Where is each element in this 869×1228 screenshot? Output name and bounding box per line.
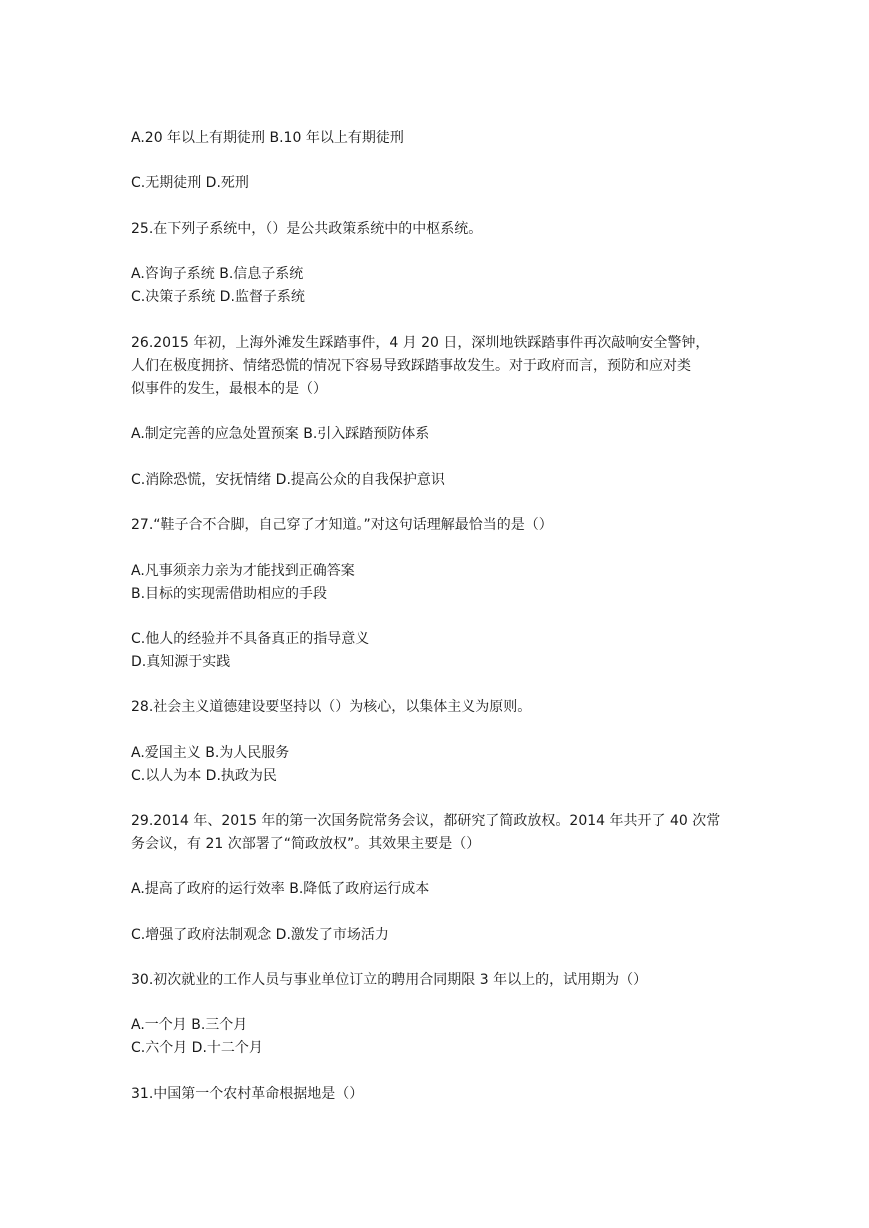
q25-stem: 25.在下列子系统中，（）是公共政策系统中的中枢系统。 xyxy=(131,221,483,237)
q29-stem-line2: 务会议，有 21 次部署了“简政放权”。其效果主要是（） xyxy=(131,836,481,852)
q30-options-line2: C.六个月 D.十二个月 xyxy=(131,1040,263,1056)
q24-options-line1: A.20 年以上有期徒刑 B.10 年以上有期徒刑 xyxy=(131,130,404,146)
q29-options-line1: A.提高了政府的运行效率 B.降低了政府运行成本 xyxy=(131,881,430,897)
q26-options-line1: A.制定完善的应急处置预案 B.引入踩踏预防体系 xyxy=(131,426,430,442)
q30-stem: 30.初次就业的工作人员与事业单位订立的聘用合同期限 3 年以上的，试用期为（） xyxy=(131,972,648,988)
q28-stem: 28.社会主义道德建设要坚持以（）为核心，以集体主义为原则。 xyxy=(131,699,532,715)
q26-stem-line1: 26.2015 年初，上海外滩发生踩踏事件，4 月 20 日，深圳地铁踩踏事件再次敲响安全警钟， xyxy=(131,335,710,351)
q27-option-b: B.目标的实现需借助相应的手段 xyxy=(131,586,328,602)
q27-option-a: A.凡事须亲力亲为才能找到正确答案 xyxy=(131,563,355,579)
q28-options-line1: A.爱国主义 B.为人民服务 xyxy=(131,745,290,761)
q25-options-line1: A.咨询子系统 B.信息子系统 xyxy=(131,266,304,282)
q27-option-d: D.真知源于实践 xyxy=(131,654,231,670)
q27-stem: 27.“鞋子合不合脚，自己穿了才知道。”对这句话理解最恰当的是（） xyxy=(131,517,553,533)
q28-options-line2: C.以人为本 D.执政为民 xyxy=(131,768,277,784)
q24-options-line2: C.无期徒刑 D.死刑 xyxy=(131,175,249,191)
q27-option-c: C.他人的经验并不具备真正的指导意义 xyxy=(131,631,370,647)
q25-options-line2: C.决策子系统 D.监督子系统 xyxy=(131,289,305,305)
q26-stem-line2: 人们在极度拥挤、情绪恐慌的情况下容易导致踩踏事故发生。对于政府而言，预防和应对类 xyxy=(131,358,691,374)
q26-stem-line3: 似事件的发生，最根本的是（） xyxy=(131,381,327,397)
q29-options-line2: C.增强了政府法制观念 D.激发了市场活力 xyxy=(131,927,389,943)
q29-stem-line1: 29.2014 年、2015 年的第一次国务院常务会议，都研究了简政放权。2014 年共开了 40 次常 xyxy=(131,813,721,829)
q26-options-line2: C.消除恐慌，安抚情绪 D.提高公众的自我保护意识 xyxy=(131,472,445,488)
q31-stem: 31.中国第一个农村革命根据地是（） xyxy=(131,1086,364,1102)
q30-options-line1: A.一个月 B.三个月 xyxy=(131,1017,248,1033)
